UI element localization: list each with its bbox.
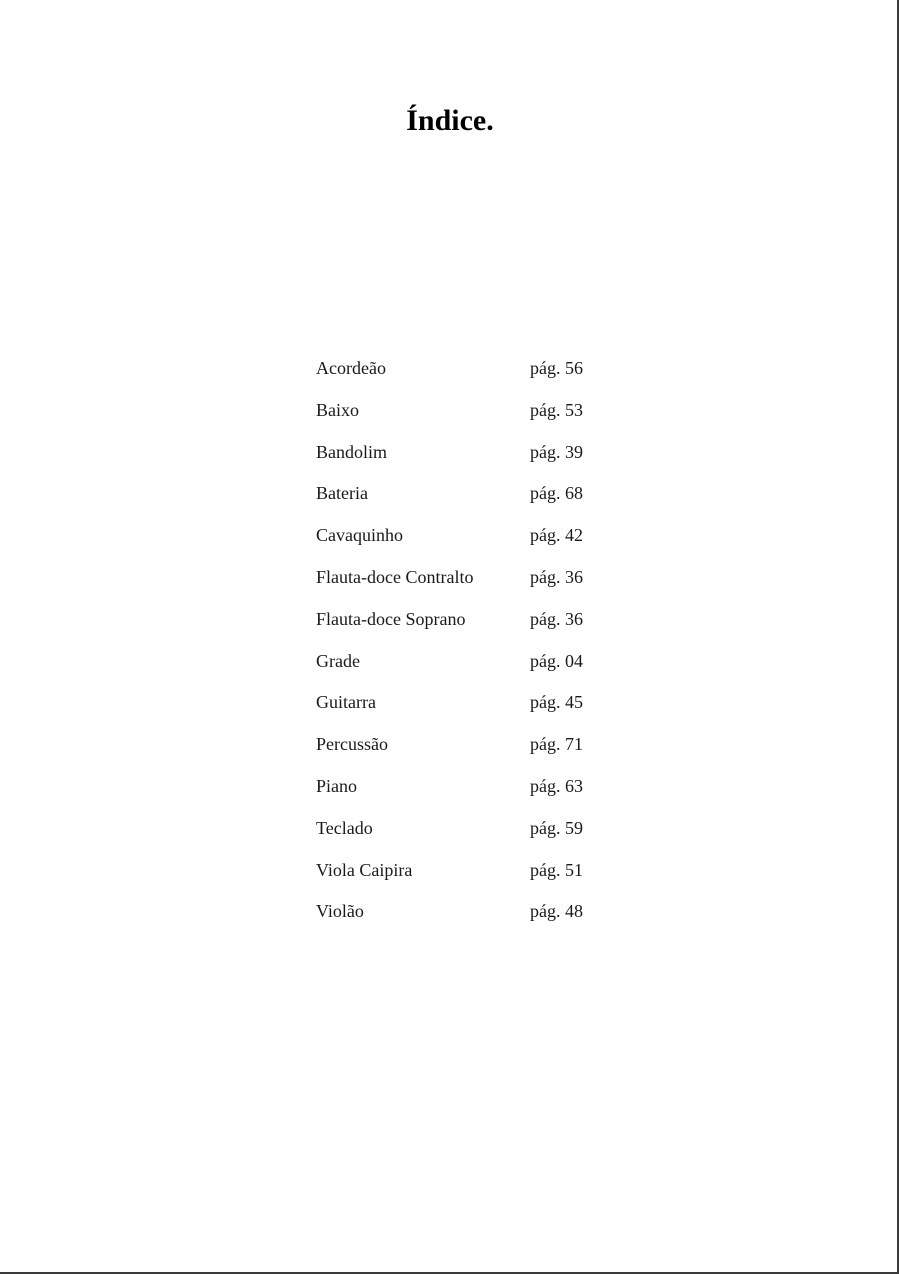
toc-entry-page: pág. 48 (530, 901, 583, 922)
toc-entry-name: Cavaquinho (316, 525, 403, 546)
toc-entry (316, 480, 606, 522)
toc-entry (316, 439, 606, 481)
toc-entry-name: Flauta-doce Contralto (316, 566, 474, 587)
toc-entry-name: Grade (316, 650, 360, 671)
toc-entry-page: pág. 68 (530, 483, 583, 504)
toc-entry-name: Guitarra (316, 692, 376, 713)
toc-entry (316, 355, 606, 397)
toc-entry-page: pág. 39 (530, 441, 583, 462)
toc-entry (316, 857, 606, 899)
toc-entry-name: Bateria (316, 483, 368, 504)
toc-entry-name: Violão (316, 901, 364, 922)
toc-entry (316, 689, 606, 731)
toc-entry (316, 606, 606, 648)
toc-entry-page: pág. 42 (530, 525, 583, 546)
toc-entry-page: pág. 45 (530, 692, 583, 713)
page-title: Índice. (406, 104, 494, 137)
toc-entry-page: pág. 56 (530, 358, 583, 378)
toc-entry-page: pág. 36 (530, 608, 583, 629)
toc-entry (316, 648, 606, 690)
toc-entry-page: pág. 53 (530, 399, 583, 420)
toc-entry-page: pág. 59 (530, 817, 583, 838)
toc-entry (316, 522, 606, 564)
toc-entry-name: Baixo (316, 399, 359, 420)
toc-entry-name: Viola Caipira (316, 859, 413, 880)
toc-entry-page: pág. 51 (530, 859, 583, 880)
toc-entry-name: Acordeão (316, 358, 386, 378)
toc-entry-name: Flauta-doce Soprano (316, 608, 466, 629)
toc-entry-name: Teclado (316, 817, 373, 838)
toc-entry (316, 773, 606, 815)
toc-entry (316, 815, 606, 857)
toc-entry-name: Percussão (316, 734, 388, 755)
table-of-contents (316, 355, 606, 940)
toc-entry-page: pág. 71 (530, 734, 583, 755)
toc-entry-name: Bandolim (316, 441, 387, 462)
toc-entry (316, 731, 606, 773)
toc-entry-page: pág. 36 (530, 566, 583, 587)
toc-entry-page: pág. 04 (530, 650, 583, 671)
toc-entry-page: pág. 63 (530, 775, 583, 796)
toc-entry (316, 898, 606, 940)
toc-entry (316, 397, 606, 439)
toc-entry-name: Piano (316, 775, 358, 796)
toc-entry (316, 564, 606, 606)
